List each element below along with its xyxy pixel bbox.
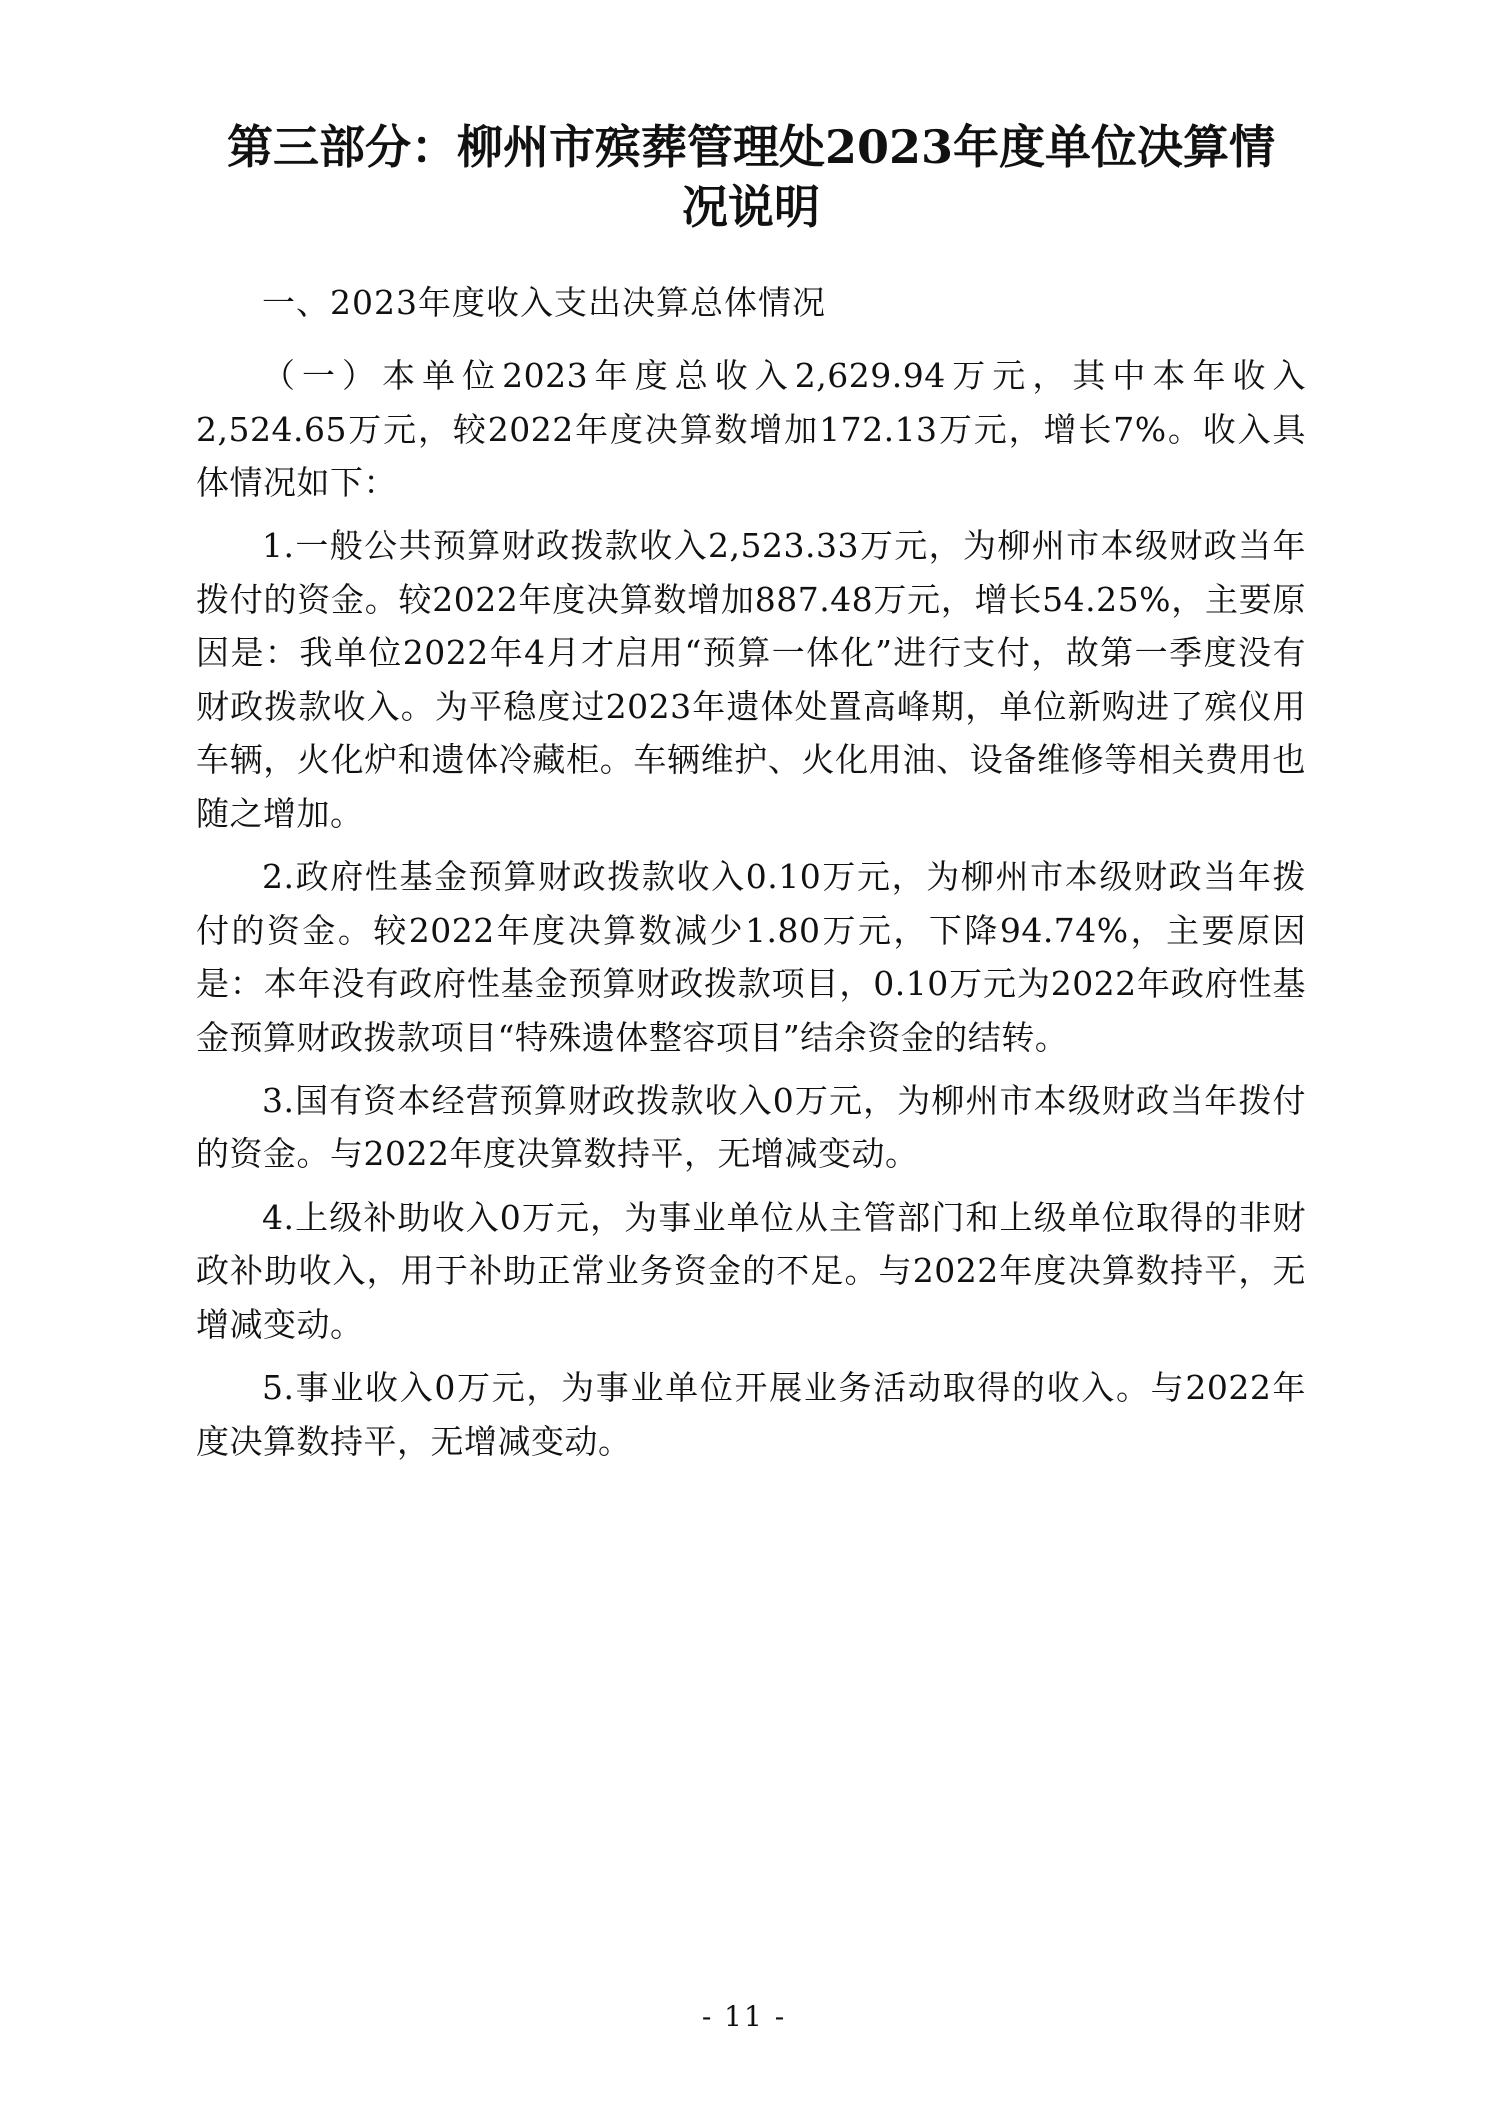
paragraph-1: （一）本单位2023年度总收入2,629.94万元，其中本年收入2,524.65万元，较2022年度决算数增加172.13万元，增长7%。收入具体情况如下： bbox=[196, 356, 1306, 502]
paragraph-6: 5.事业收入0万元，为事业单位开展业务活动取得的收入。与2022年度决算数持平，无增减变动。 bbox=[196, 1368, 1306, 1461]
paragraph-3: 2.政府性基金预算财政拨款收入0.10万元，为柳州市本级财政当年拨付的资金。较2022年度决算数减少1.80万元，下降94.74%，主要原因是：本年没有政府性基金预算财政拨款项目，0.10万元为2022年政府性基金预算财政拨款项目“特殊遗体整容项目”结余资金的结转。 bbox=[196, 857, 1306, 1057]
page-number: - 11 - bbox=[701, 2000, 787, 2033]
page-content bbox=[196, 118, 1306, 1468]
paragraph-5: 4.上级补助收入0万元，为事业单位从主管部门和上级单位取得的非财政补助收入，用于补助正常业务资金的不足。与2022年度决算数持平，无增减变动。 bbox=[196, 1197, 1306, 1344]
paragraph-2: 1.一般公共预算财政拨款收入2,523.33万元，为柳州市本级财政当年拨付的资金。较2022年度决算数增加887.48万元，增长54.25%，主要原因是：我单位2022年4月才启用“预算一体化”进行支付，故第一季度没有财政拨款收入。为平稳度过2023年遗体处置高峰期，单位新购进了殡仪用车辆，火化炉和遗体冷藏柜。车辆维护、火化用油、设备维修等相关费用也随之增加。 bbox=[196, 526, 1306, 833]
paragraph-4: 3.国有资本经营预算财政拨款收入0万元，为柳州市本级财政当年拨付的资金。与2022年度决算数持平，无增减变动。 bbox=[196, 1080, 1306, 1174]
page-title: 第三部分：柳州市殡葬管理处2023年度单位决算情况说明 bbox=[226, 120, 1276, 234]
section-heading: 一、2023年度收入支出决算总体情况 bbox=[262, 282, 826, 322]
